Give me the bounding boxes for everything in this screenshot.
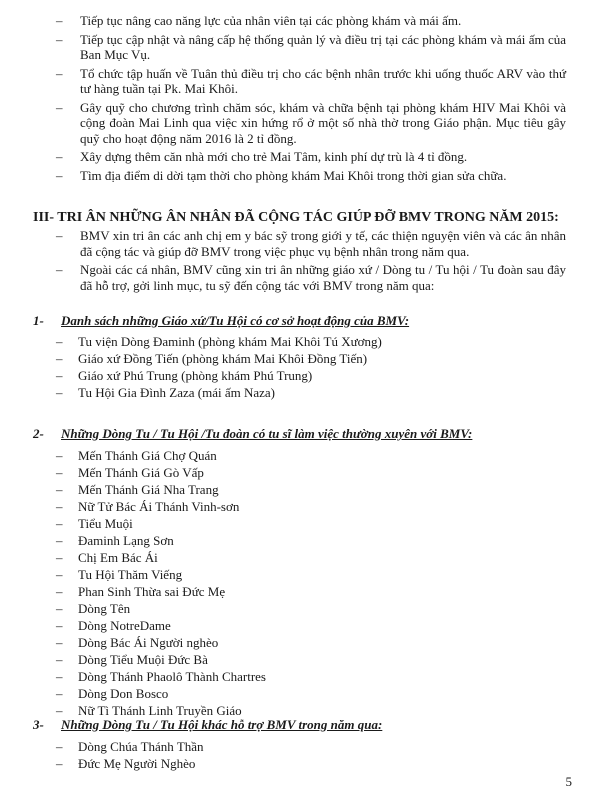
list-item: – Dòng Thánh Phaolô Thành Chartres xyxy=(56,669,266,684)
bullet-dash: – xyxy=(56,584,63,599)
list-item: – Dòng Chúa Thánh Thần xyxy=(56,739,204,754)
bullet-dash: – xyxy=(56,618,63,633)
list-item: – Tìm địa điểm di dời tạm thời cho phòng khám Mai Khôi trong thời gian sửa chữa. xyxy=(56,167,507,183)
bullet-dash: – xyxy=(56,448,63,463)
list-item: – Dòng Don Bosco xyxy=(56,686,169,701)
subsection-title xyxy=(33,717,573,733)
subsection-number: 3- xyxy=(33,717,44,732)
subsection2-list xyxy=(0,447,600,719)
bullet-dash: – xyxy=(56,99,63,115)
bullet-dash: – xyxy=(56,465,63,480)
bullet-dash: – xyxy=(56,533,63,548)
section3-bullets xyxy=(0,228,600,296)
bullet-dash: – xyxy=(56,669,63,684)
subsection-title xyxy=(33,426,573,442)
list-item: – Giáo xứ Đồng Tiến (phòng khám Mai Khôi Đồng Tiến) xyxy=(56,351,368,366)
subsection1-list xyxy=(0,333,600,401)
list-item: – Đaminh Lạng Sơn xyxy=(56,533,174,548)
bullet-dash: – xyxy=(56,499,63,514)
bullet-dash: – xyxy=(56,334,63,349)
list-item: – Mến Thánh Giá Gò Vấp xyxy=(56,465,204,480)
list-item: – Xây dựng thêm căn nhà mới cho trẻ Mai Tâm, kinh phí dự trù là 4 tỉ đồng. xyxy=(56,149,468,164)
subsection-number: 1- xyxy=(33,313,44,328)
bullet-dash: – xyxy=(56,482,63,497)
bullet-dash: – xyxy=(56,703,63,718)
page-number: 5 xyxy=(565,774,572,789)
list-item: – Mến Thánh Giá Nha Trang xyxy=(56,482,219,497)
bullet-dash: – xyxy=(56,65,63,81)
list-item: – Đức Mẹ Người Nghèo xyxy=(56,756,196,771)
bullet-dash: – xyxy=(56,686,63,701)
bullet-dash: – xyxy=(56,385,63,400)
list-item: – Giáo xứ Phú Trung (phòng khám Phú Trung) xyxy=(56,368,313,383)
bullet-dash: – xyxy=(56,739,63,754)
list-item: – Mến Thánh Giá Chợ Quán xyxy=(56,448,217,463)
list-item: – Tổ chức tập huấn về Tuân thủ điều trị cho các bệnh nhân trước khi uống thuốc ARV vào thứ tư hàng tuần tại Pk. Mai Khôi. xyxy=(56,65,566,96)
bullet-dash: – xyxy=(56,567,63,582)
list-item: – Nữ Tử Bác Ái Thánh Vinh-sơn xyxy=(56,499,240,514)
subsection-text: Danh sách những Giáo xứ/Tu Hội có cơ sở hoạt động của BMV: xyxy=(61,313,410,328)
subsection-text: Những Dòng Tu / Tu Hội /Tu đoàn có tu sĩ làm việc thường xuyên với BMV: xyxy=(61,426,473,441)
list-item: – Chị Em Bác Ái xyxy=(56,550,158,565)
list-item: – BMV xin tri ân các anh chị em y bác sỹ trong giới y tế, các thiện nguyện viên và các ân nhân đã cộng tác và giúp đỡ BMV trong việc phục vụ bệnh nhân trong năm qua. xyxy=(56,228,566,259)
list-item: – Dòng Tiểu Muội Đức Bà xyxy=(56,652,208,667)
bullet-dash: – xyxy=(56,228,63,243)
bullet-dash: – xyxy=(56,516,63,531)
list-item: – Nữ Tì Thánh Linh Truyền Giáo xyxy=(56,703,242,718)
subsection-number: 2- xyxy=(33,426,44,441)
bullet-dash: – xyxy=(56,167,63,183)
list-item: – Tu Hội Thăm Viếng xyxy=(56,567,183,582)
list-item: – Dòng Bác Ái Người nghèo xyxy=(56,635,219,650)
bullet-dash: – xyxy=(56,13,63,28)
list-item: – Tu viện Dòng Đaminh (phòng khám Mai Khôi Tú Xương) xyxy=(56,334,382,349)
list-item: – Dòng NotreDame xyxy=(56,618,171,633)
list-item: – Ngoài các cá nhân, BMV cũng xin tri ân những giáo xứ / Dòng tu / Tu hội / Tu đoàn sau đây đã hỗ trợ, gởi linh mục, tu sỹ đến cộng tác với BMV trong năm qua: xyxy=(56,262,566,293)
list-item: – Dòng Tên xyxy=(56,601,131,616)
bullet-dash: – xyxy=(56,601,63,616)
bullet-dash: – xyxy=(56,262,63,277)
bullet-dash: – xyxy=(56,31,63,47)
list-item: – Gây quỹ cho chương trình chăm sóc, khám và chữa bệnh tại phòng khám HIV Mai Khôi và cộng đoàn Mai Linh qua việc xin hứng rổ ở một số nhà thờ trong Giáo phận. Mục tiêu gây quỹ cho hoạt động năm 2016 là 2 tỉ đồng. xyxy=(56,99,566,146)
bullet-dash: – xyxy=(56,756,63,771)
bullet-dash: – xyxy=(56,550,63,565)
subsection-title xyxy=(33,313,573,329)
list-item: – Tiếp tục nâng cao năng lực của nhân viên tại các phòng khám và mái ấm. xyxy=(56,13,462,28)
section-heading: III- TRI ÂN NHỮNG ÂN NHÂN ĐÃ CỘNG TÁC GIÚP ĐỠ BMV TRONG NĂM 2015: xyxy=(33,210,559,225)
list-item: – Phan Sinh Thừa sai Đức Mẹ xyxy=(56,584,226,599)
bullet-dash: – xyxy=(56,652,63,667)
bullet-dash: – xyxy=(56,351,63,366)
subsection-text: Những Dòng Tu / Tu Hội khác hỗ trợ BMV trong năm qua: xyxy=(61,717,383,732)
list-item: – Tu Hội Gia Đình Zaza (mái ấm Naza) xyxy=(56,385,275,400)
top-bullet-list xyxy=(0,13,600,186)
list-item: – Tiểu Muội xyxy=(56,516,133,531)
subsection3-list xyxy=(0,738,600,772)
list-item: – Tiếp tục cập nhật và nâng cấp hệ thống quản lý và điều trị tại các phòng khám và mái ấm của Ban Mục Vụ. xyxy=(56,31,566,62)
bullet-dash: – xyxy=(56,149,63,164)
bullet-dash: – xyxy=(56,368,63,383)
bullet-dash: – xyxy=(56,635,63,650)
